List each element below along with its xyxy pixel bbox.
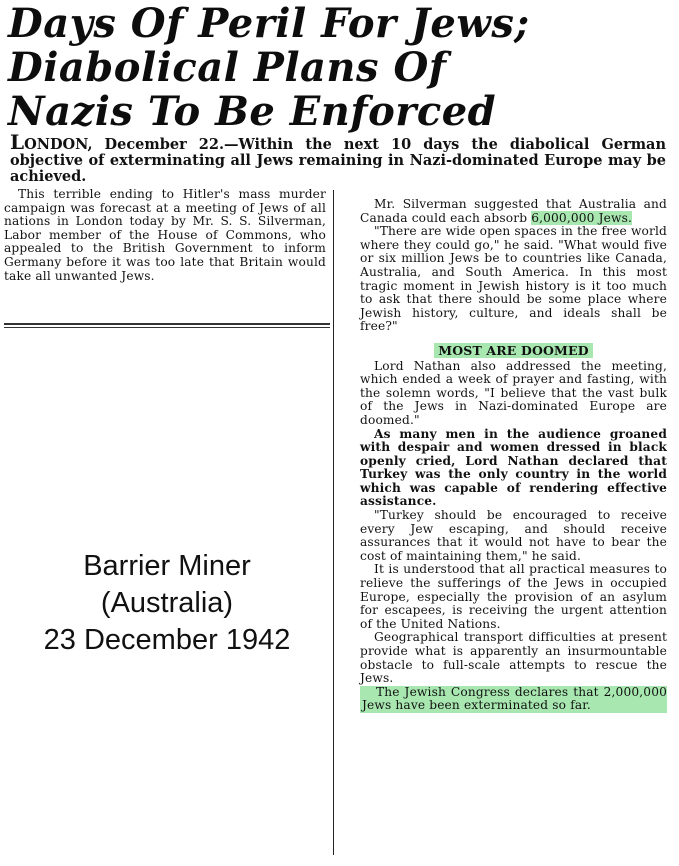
left-column-rule: [4, 323, 330, 325]
right-paragraph-7: Geographical transport difficulties at present provide what is apparently an insurmountable obstacle to full-scale attempts to rescue the Jews.: [360, 630, 667, 686]
source-caption: [0, 548, 334, 659]
right-paragraph-5: "Turkey should be encouraged to receive every Jew escaping, and should receive assurances that it would not have to bear the cost of maintaining them," he said.: [360, 508, 667, 563]
right-paragraph-1: [360, 198, 667, 225]
right-paragraph-6: It is understood that all practical measures to relieve the sufferings of the Jews in occupied Europe, especially the provision of an asylum for escapees, is receiving the urgent attention of the United Nations.: [360, 562, 667, 631]
right-paragraph-8-highlight: The Jewish Congress declares that 2,000,000 Jews have been exterminated so far.: [362, 684, 667, 713]
lead-text: —Within the next 10 days the diabolical German objective of exterminating all Jews remaining in Nazi-dominated Europe may be achieved.: [10, 136, 666, 185]
dateline-initial: L: [10, 130, 25, 154]
lead-paragraph: [10, 130, 666, 185]
caption-line-2: (Australia): [100, 587, 234, 619]
left-paragraph: This terrible ending to Hitler's mass murder campaign was forecast at a meeting of Jews of all nations in London today by Mr. S. S. Silverman, Labor member of the House of Commons, who appealed to the British Government to inform Germany before it was too late that Britain would take all unwanted Jews.: [4, 187, 326, 283]
right-paragraph-2: "There are wide open spaces in the free world where they could go," he said. "What would five or six million Jews be to countries like Canada, Australia, and South America. In this most tragic moment in Jewish history is it too much to ask that there should be some place where Jewish history, culture, and ideals shall be free?": [360, 224, 667, 334]
right-column: [360, 198, 667, 713]
caption-line-3: 23 December 1942: [43, 624, 291, 656]
right-paragraph-4: As many men in the audience groaned with despair and women dressed in black openly cried, Lord Nathan declared that Turkey was the only country in the world which was capable of rendering effective assistance.: [360, 426, 667, 509]
subhead: [360, 344, 667, 358]
headline: [8, 2, 673, 134]
headline-line-3: Nazis To Be Enforced: [8, 88, 497, 135]
dateline: ONDON, December 22.: [24, 136, 225, 153]
left-column-rule-thin: [4, 327, 330, 328]
headline-line-1: Days Of Peril For Jews;: [8, 0, 530, 47]
caption-line-1: Barrier Miner: [83, 550, 251, 582]
left-column: [4, 188, 326, 283]
headline-line-2: Diabolical Plans Of: [8, 44, 447, 91]
p1-text: Mr. Silverman suggested that Australia and Canada could each absorb: [360, 197, 667, 225]
right-paragraph-3: Lord Nathan also addressed the meeting, which ended a week of prayer and fasting, with the solemn words, "I believe that the vast bulk of the Jews in Nazi-dominated Europe are doomed.": [360, 358, 667, 427]
column-divider: [333, 190, 334, 855]
highlight-6000000: 6,000,000 Jews.: [531, 210, 632, 225]
subhead-text: MOST ARE DOOMED: [434, 343, 592, 358]
